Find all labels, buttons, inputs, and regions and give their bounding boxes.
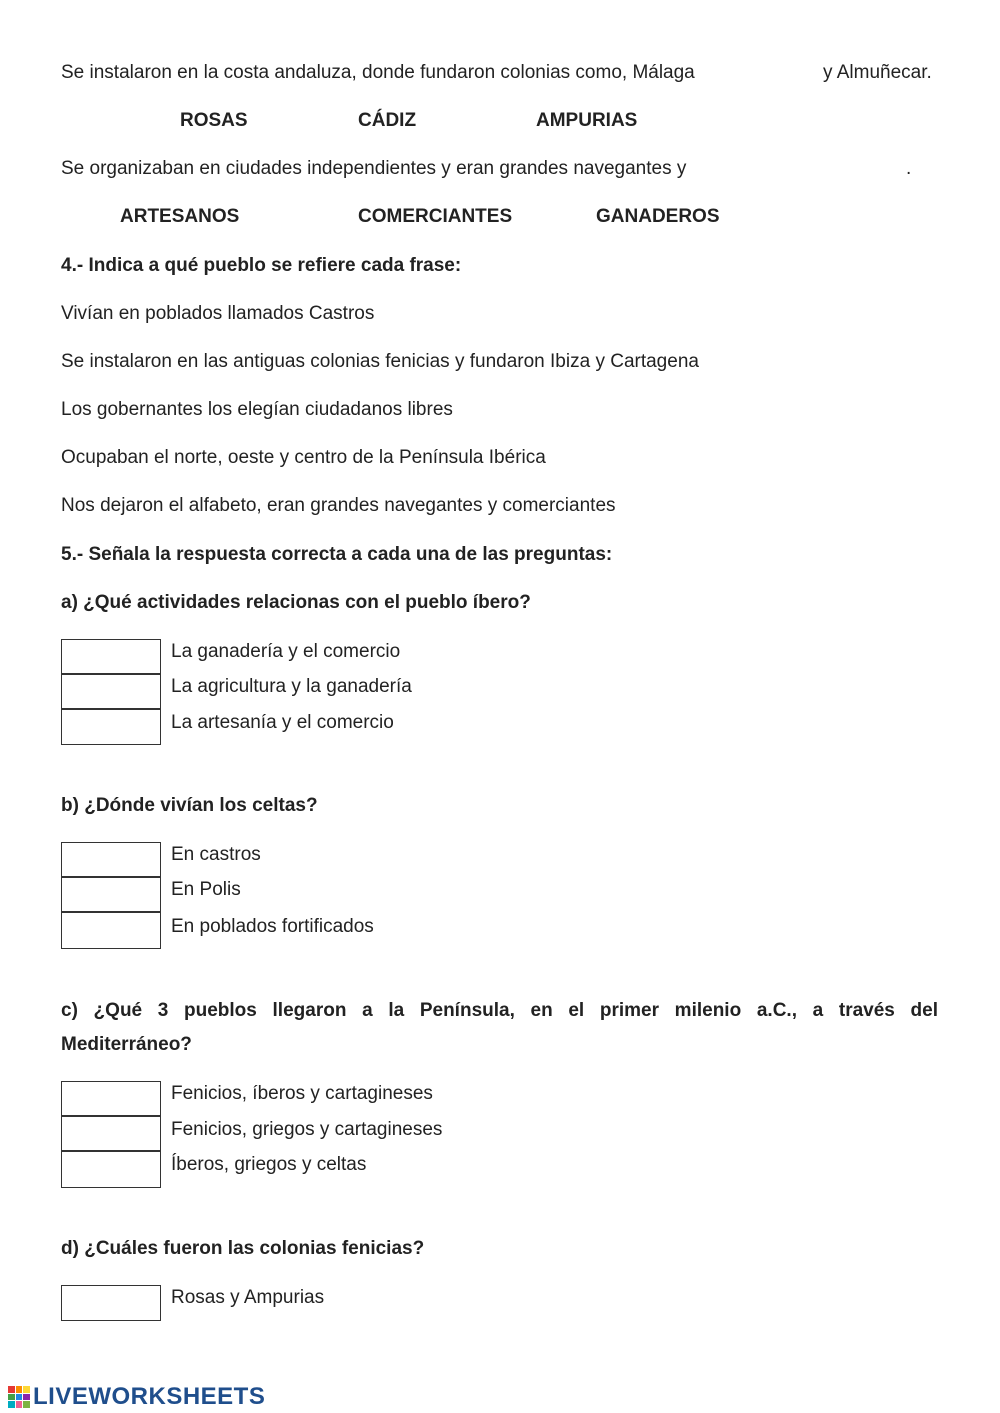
- question-a: a) ¿Qué actividades relacionas con el pueblo íbero?: [61, 592, 531, 613]
- option-rosas[interactable]: ROSAS: [180, 110, 248, 131]
- question-c-line2: Mediterráneo?: [61, 1034, 192, 1055]
- answer-checkbox-a3[interactable]: [61, 709, 161, 745]
- sentence2-start: Se organizaban en ciudades independientes y eran grandes navegantes y: [61, 158, 687, 179]
- question-b: b) ¿Dónde vivían los celtas?: [61, 795, 318, 816]
- option-c1: Fenicios, íberos y cartagineses: [171, 1083, 433, 1104]
- answer-checkbox-c1[interactable]: [61, 1081, 161, 1116]
- section4-phrase: Se instalaron en las antiguas colonias fenicias y fundaron Ibiza y Cartagena: [61, 351, 699, 372]
- option-a1: La ganadería y el comercio: [171, 641, 401, 662]
- option-c3: Íberos, griegos y celtas: [171, 1154, 367, 1175]
- section4-phrase: Los gobernantes los elegían ciudadanos libres: [61, 399, 453, 420]
- option-a3: La artesanía y el comercio: [171, 712, 394, 733]
- section4-phrase: Nos dejaron el alfabeto, eran grandes navegantes y comerciantes: [61, 495, 616, 516]
- option-d1: Rosas y Ampurias: [171, 1287, 325, 1308]
- section4-phrase: Vivían en poblados llamados Castros: [61, 303, 375, 324]
- option-ampurias[interactable]: AMPURIAS: [536, 110, 638, 131]
- brand-name: LIVEWORKSHEETS: [33, 1383, 266, 1410]
- question-d: d) ¿Cuáles fueron las colonias fenicias?: [61, 1238, 425, 1259]
- section4-phrase: Ocupaban el norte, oeste y centro de la Península Ibérica: [61, 447, 546, 468]
- answer-checkbox-b3[interactable]: [61, 912, 161, 949]
- liveworksheets-logo: [8, 1383, 265, 1411]
- logo-grid-icon: [8, 1386, 30, 1408]
- option-b3: En poblados fortificados: [171, 916, 374, 937]
- option-cadiz[interactable]: CÁDIZ: [358, 110, 417, 131]
- sentence1-end: y Almuñecar.: [823, 62, 932, 83]
- option-a2: La agricultura y la ganadería: [171, 676, 412, 697]
- option-artesanos[interactable]: ARTESANOS: [120, 206, 240, 227]
- question-c-line1: c) ¿Qué 3 pueblos llegaron a la Península, en el primer milenio a.C., a través del: [61, 1000, 938, 1021]
- answer-checkbox-a1[interactable]: [61, 639, 161, 674]
- answer-checkbox-c2[interactable]: [61, 1116, 161, 1151]
- option-b2: En Polis: [171, 879, 241, 900]
- sentence2-end: .: [906, 158, 912, 179]
- option-b1: En castros: [171, 844, 261, 865]
- answer-checkbox-b2[interactable]: [61, 877, 161, 912]
- blank-1[interactable]: [728, 61, 818, 85]
- answer-checkbox-d1[interactable]: [61, 1285, 161, 1321]
- option-ganaderos[interactable]: GANADEROS: [596, 206, 720, 227]
- answer-checkbox-c3[interactable]: [61, 1151, 161, 1188]
- option-c2: Fenicios, griegos y cartagineses: [171, 1119, 443, 1140]
- sentence1-start: Se instalaron en la costa andaluza, donde fundaron colonias como, Málaga: [61, 62, 695, 83]
- option-comerciantes[interactable]: COMERCIANTES: [358, 206, 513, 227]
- blank-2[interactable]: [728, 157, 903, 181]
- section4-title: 4.- Indica a qué pueblo se refiere cada frase:: [61, 255, 462, 276]
- answer-checkbox-b1[interactable]: [61, 842, 161, 877]
- answer-checkbox-a2[interactable]: [61, 674, 161, 709]
- section5-title: 5.- Señala la respuesta correcta a cada una de las preguntas:: [61, 544, 613, 565]
